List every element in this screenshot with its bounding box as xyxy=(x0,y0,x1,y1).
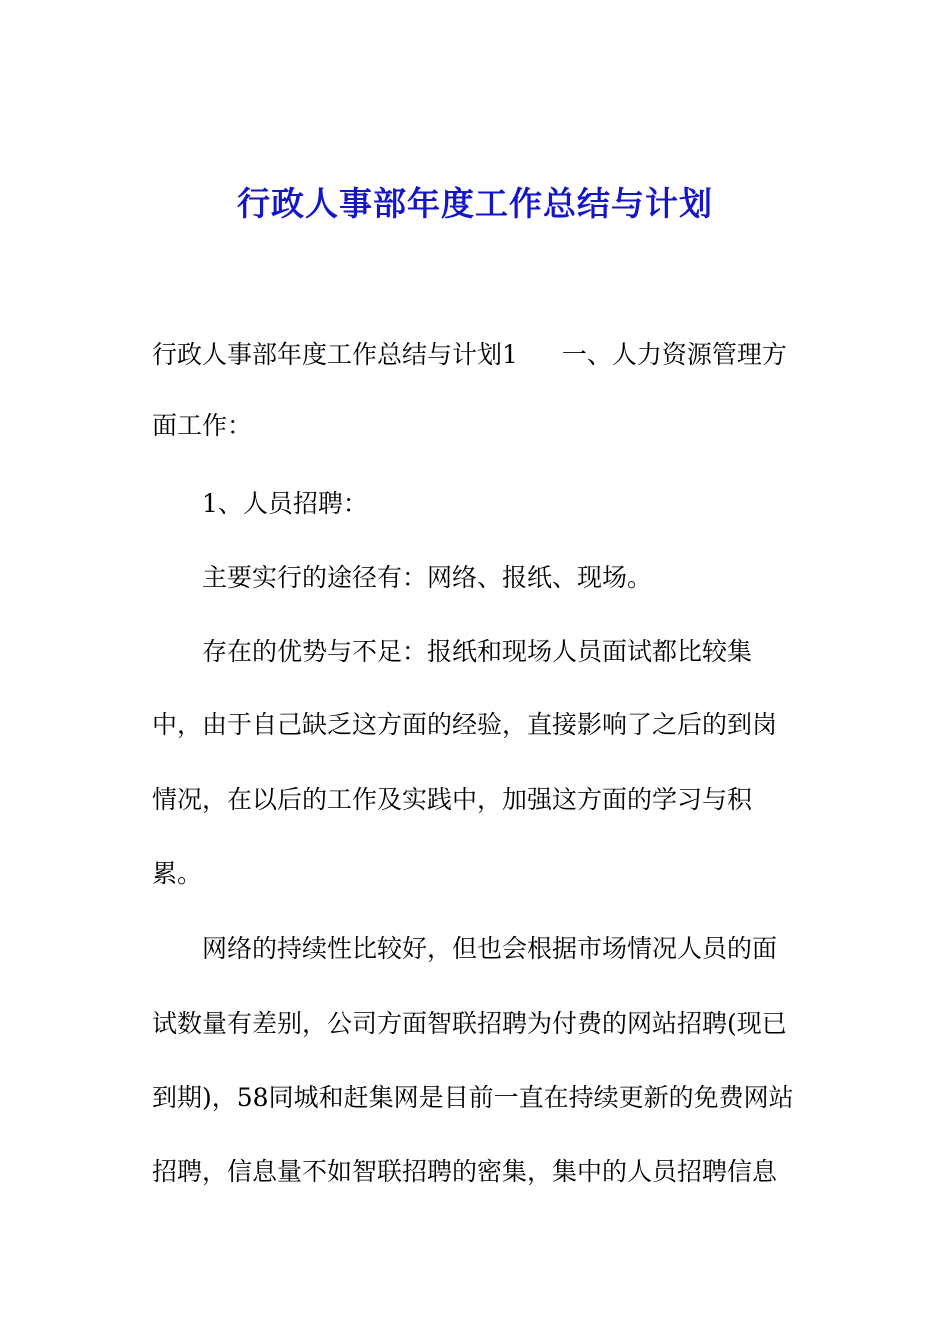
paragraph-line: 情况，在以后的工作及实践中，加强这方面的学习与积 xyxy=(152,785,753,814)
paragraph-line: 网络的持续性比较好，但也会根据市场情况人员的面 xyxy=(202,934,778,963)
intro-line xyxy=(152,335,787,375)
paragraph-line: 累。 xyxy=(152,859,203,888)
paragraph-methods: 主要实行的途径有：网络、报纸、现场。 xyxy=(202,563,653,592)
paragraph-line: 试数量有差别，公司方面智联招聘为付费的网站招聘(现已 xyxy=(152,1009,787,1038)
paragraph-line: 中，由于自己缺乏这方面的经验，直接影响了之后的到岗 xyxy=(152,710,778,739)
paragraph-line: 到期)，58同城和赶集网是目前一直在持续更新的免费网站 xyxy=(152,1083,794,1112)
paragraph-line: 招聘，信息量不如智联招聘的密集，集中的人员招聘信息 xyxy=(152,1157,778,1186)
document-title: 行政人事部年度工作总结与计划 xyxy=(237,184,713,223)
heading-recruitment: 1、人员招聘： xyxy=(202,489,368,518)
paragraph-line: 存在的优势与不足：报纸和现场人员面试都比较集 xyxy=(202,637,753,666)
intro-text-a: 行政人事部年度工作总结与计划1 xyxy=(152,340,518,369)
section-line: 面工作： xyxy=(152,411,253,440)
intro-text-b: 一、人力资源管理方 xyxy=(561,340,787,369)
